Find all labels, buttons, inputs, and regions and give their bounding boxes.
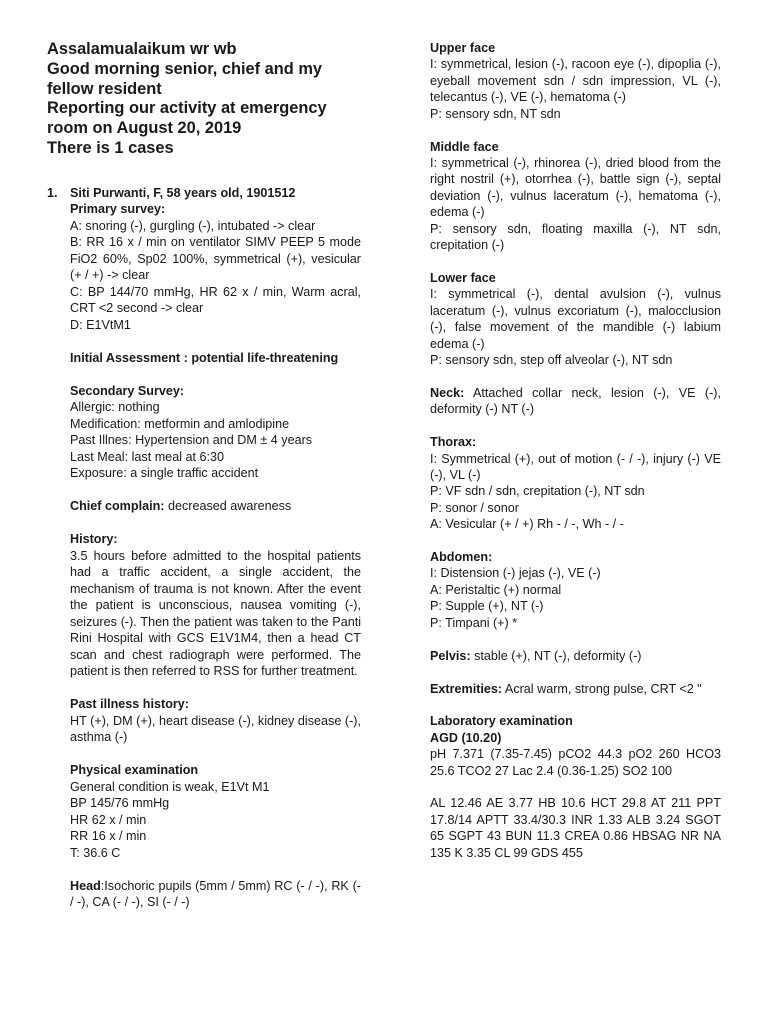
lab-values: AL 12.46 AE 3.77 HB 10.6 HCT 29.8 AT 211 PPT 17.8/14 APTT 33.4/30.3 INR 1.33 ALB 3.24 SGOT 65 SGPT 43 BUN 11.3 CREA 0.86 HBSAG NR NA 135 K 3.35 CL 99 GDS 455 (430, 796, 721, 860)
heading-greeting: Assalamualaikum wr wb (47, 40, 237, 58)
primary-survey-breathing: B: RR 16 x / min on ventilator SIMV PEEP 5 mode FiO2 60%, Sp02 100%, symmetrical (+), vesicular (+ / +) -> clear (70, 235, 361, 283)
abdomen-percussion: P: Timpani (+) * (430, 615, 518, 630)
physical-examination (70, 762, 361, 861)
initial-assessment (70, 350, 361, 367)
extremities-label: Extremities: (430, 681, 503, 696)
primary-survey-airway: A: snoring (-), gurgling (-), intubated -> clear (70, 218, 316, 233)
lab-title: Laboratory examination (430, 714, 573, 729)
secondary-past-illness: Past Illnes: Hypertension and DM ± 4 years (70, 433, 313, 448)
pelvis-value: stable (+), NT (-), deformity (-) (470, 648, 642, 663)
neck-value: Attached collar neck, lesion (-), VE (-), deformity (-) NT (-) (430, 385, 721, 417)
case-entry (47, 185, 361, 911)
past-illness-text: HT (+), DM (+), heart disease (-), kidney disease (-), asthma (-) (70, 713, 361, 745)
primary-survey-title: Primary survey: (70, 202, 166, 217)
thorax-inspection: I: Symmetrical (+), out of motion (- / -), injury (-) VE (-), VL (-) (430, 451, 721, 482)
lower-face-exam (430, 270, 721, 368)
secondary-survey-title: Secondary Survey: (70, 383, 185, 398)
pelvis-label: Pelvis: (430, 648, 471, 663)
physical-exam-temp: T: 36.6 C (70, 845, 121, 860)
right-column (430, 40, 721, 878)
agd-title: AGD (10.20) (430, 730, 502, 745)
physical-exam-general: General condition is weak, E1Vt M1 (70, 779, 270, 794)
middle-face-title: Middle face (430, 139, 499, 154)
lower-face-title: Lower face (430, 270, 496, 285)
neck-label: Neck: (430, 385, 465, 400)
head-exam-line (70, 878, 361, 911)
chief-complaint-value: decreased awareness (164, 499, 292, 514)
physical-exam-rr: RR 16 x / min (70, 829, 147, 844)
past-illness-history (70, 696, 361, 746)
extremities-value: Acral warm, strong pulse, CRT <2 " (502, 681, 702, 696)
neck-exam (430, 385, 721, 418)
chief-complaint (70, 498, 361, 515)
abdomen-exam (430, 549, 721, 631)
heading-good-morning: Good morning senior, chief and my fellow resident (47, 59, 323, 98)
primary-survey-circulation: C: BP 144/70 mmHg, HR 62 x / min, Warm acral, CRT <2 second -> clear (70, 284, 361, 316)
thorax-palpation: P: VF sdn / sdn, crepitation (-), NT sdn (430, 484, 645, 499)
history-text: 3.5 hours before admitted to the hospital patients had a traffic accident, a single accident, the mechanism of trauma is not known. After the event the patient is unconscious, nausea vomiting (-), seizures (-). Then the patient was taken to the Panti Rini Hospital with GCS E1V1M4, then a head CT scan and chest radiograph were performed. The patient is then referred to RSS for further treatment. (70, 548, 361, 679)
case-number: 1. (47, 185, 58, 200)
thorax-exam (430, 434, 721, 532)
physical-exam-title: Physical examination (70, 763, 199, 778)
upper-face-palpation: P: sensory sdn, NT sdn (430, 106, 561, 121)
primary-survey (70, 201, 361, 333)
thorax-percussion: P: sonor / sonor (430, 500, 519, 515)
lower-face-palpation: P: sensory sdn, step off alveolar (-), NT sdn (430, 352, 673, 367)
middle-face-exam (430, 139, 721, 254)
left-column (47, 40, 361, 927)
secondary-last-meal: Last Meal: last meal at 6:30 (70, 449, 225, 464)
head-exam-value: :Isochoric pupils (5mm / 5mm) RC (- / -), RK (- / -), CA (- / -), SI (- / -) (70, 878, 361, 910)
lower-face-inspection: I: symmetrical (-), dental avulsion (-), vulnus laceratum (-), vulnus excoriatum (-), malocclusion (-), false movement of the mandible (-) labium edema (-) (430, 287, 721, 351)
laboratory-exam (430, 713, 721, 861)
initial-assessment-text: Initial Assessment : potential life-threatening (70, 350, 339, 365)
pelvis-exam (430, 648, 721, 664)
secondary-survey (70, 383, 361, 482)
middle-face-inspection: I: symmetrical (-), rhinorea (-), dried blood from the right nostril (+), otorrhea (-), battle sign (-), septal deviation (-), vulnus laceratum (-), hematoma (-), edema (-) (430, 155, 721, 220)
upper-face-inspection: I: symmetrical, lesion (-), racoon eye (-), dipoplia (-), eyeball movement sdn / sdn impression, VL (-), telecantus (-), VE (-), hematoma (-) (430, 57, 721, 105)
upper-face-title: Upper face (430, 41, 496, 55)
physical-exam-hr: HR 62 x / min (70, 812, 147, 827)
extremities-exam (430, 681, 721, 697)
secondary-allergic: Allergic: nothing (70, 400, 160, 415)
history (70, 531, 361, 680)
abdomen-title: Abdomen: (430, 550, 493, 565)
chief-complaint-line (70, 498, 361, 515)
neck-exam-line (430, 385, 721, 418)
thorax-auscultation: A: Vesicular (+ / +) Rh - / -, Wh - / - (430, 517, 624, 532)
history-title: History: (70, 532, 118, 547)
heading-reporting: Reporting our activity at emergency room on August 20, 2019 (47, 99, 327, 138)
middle-face-palpation: P: sensory sdn, floating maxilla (-), NT sdn, crepitation (-) (430, 221, 721, 252)
abdomen-inspection: I: Distension (-) jejas (-), VE (-) (430, 566, 601, 581)
physical-exam-bp: BP 145/76 mmHg (70, 796, 170, 811)
head-exam-label: Head (70, 878, 101, 893)
patient-identity: Siti Purwanti, F, 58 years old, 1901512 (70, 185, 296, 200)
abdomen-palpation: P: Supple (+), NT (-) (430, 599, 544, 614)
abdomen-auscultation: A: Peristaltic (+) normal (430, 582, 562, 597)
chief-complaint-label: Chief complain: (70, 499, 165, 514)
head-exam (70, 878, 361, 911)
upper-face-exam (430, 40, 721, 122)
agd-values: pH 7.371 (7.35-7.45) pCO2 44.3 pO2 260 HCO3 25.6 TCO2 27 Lac 2.4 (0.36-1.25) SO2 100 (430, 747, 721, 778)
secondary-medication: Medification: metformin and amlodipine (70, 416, 290, 431)
secondary-exposure: Exposure: a single traffic accident (70, 466, 259, 481)
heading-case-count: There is 1 cases (47, 138, 174, 157)
past-illness-title: Past illness history: (70, 697, 189, 712)
extremities-line (430, 681, 721, 697)
primary-survey-disability: D: E1VtM1 (70, 317, 131, 332)
report-heading (47, 40, 361, 159)
lab-spacer (430, 779, 721, 795)
thorax-title: Thorax: (430, 435, 477, 450)
pelvis-line (430, 648, 721, 664)
